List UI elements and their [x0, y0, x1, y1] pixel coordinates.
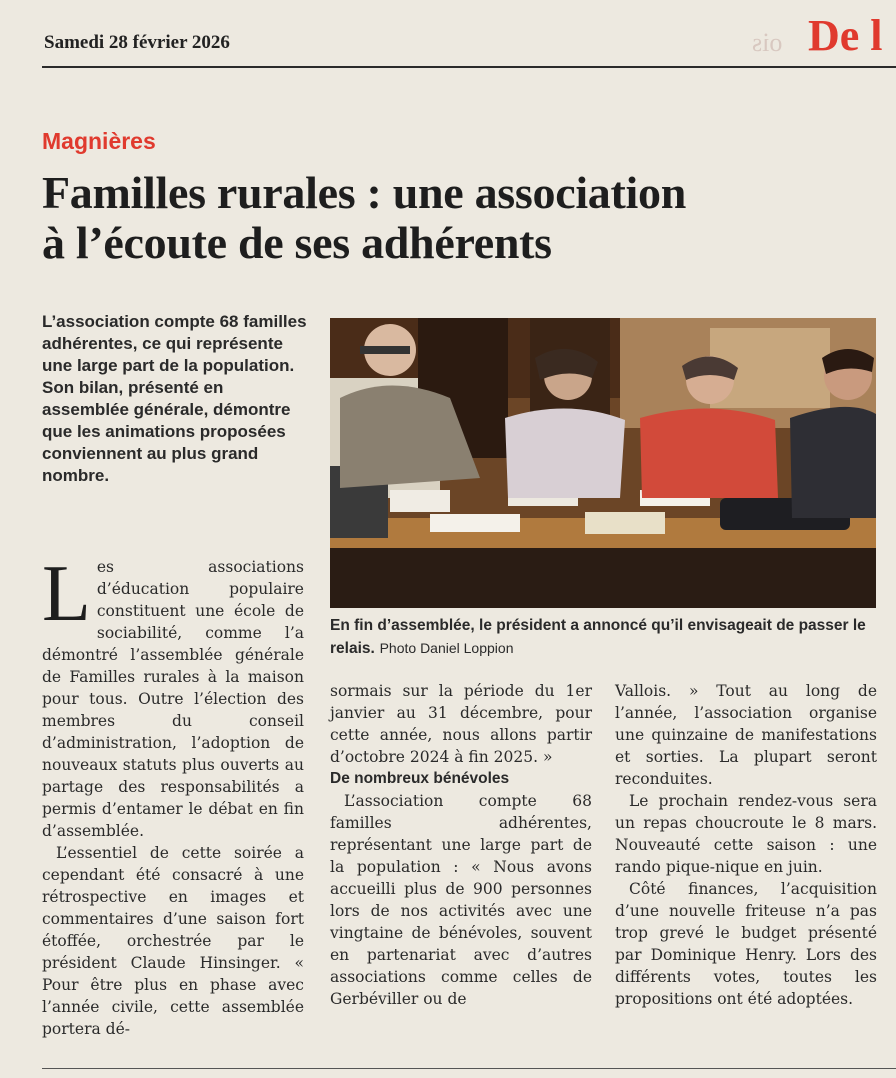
- issue-date: Samedi 28 février 2026: [44, 32, 230, 53]
- show-through-text: ois: [752, 28, 783, 57]
- body-paragraph: [42, 550, 304, 842]
- col2-paragraph-2: L’association compte 68 familles adhérentes, représentant une large part de la population : « Nous avons accueilli plus de 900 personnes lors de nos activités avec une vingtaine de bénévoles, souvent en partenariat avec d’autres associations comme celles de Gerbéviller ou de: [330, 792, 592, 1008]
- col3-paragraph-2: Le prochain rendez-vous sera un repas choucroute le 8 mars. Nouveauté cette saison : une rando pique-nique en juin.: [615, 792, 877, 876]
- section-header: De l: [808, 11, 883, 60]
- drop-cap: L: [42, 550, 91, 638]
- col3-paragraph-3: Côté finances, l’acquisition d’une nouvelle friteuse n’a pas trop grevé le budget présenté par Dominique Henry. Lors des différents votes, toutes les propositions ont été adoptées.: [615, 880, 877, 1008]
- article-subheading: De nombreux bénévoles: [330, 770, 510, 787]
- article-headline: [42, 168, 892, 268]
- col1-paragraph-1: es associations d’éducation populaire constituent une école de sociabilité, comme l’a démontré l’assemblée générale de Familles rurales à la maison pour tous. Outre l’élection des membres du conseil d’administration, l’adoption de nouveaux statuts plus ouverts au partage des responsabilités a permis d’entamer le débat en fin d’assemblée.: [42, 558, 304, 840]
- headline-line-1: Familles rurales : une association: [42, 167, 686, 218]
- article-kicker: Magnières: [42, 128, 156, 154]
- article-photo: [330, 318, 876, 608]
- col2-paragraph-1: sormais sur la période du 1er janvier au 31 décembre, pour cette année, nous allons partir d’octobre 2024 à fin 2025. »: [330, 682, 592, 766]
- footer-rule: [42, 1068, 896, 1069]
- header-rule: [42, 66, 896, 68]
- article-column-2: [330, 680, 592, 1010]
- caption-text: En fin d’assemblée, le président a annoncé qu’il envisageait de passer le relais.: [330, 617, 866, 657]
- article-lede: L’association compte 68 familles adhérentes, ce qui représente une large part de la population. Son bilan, présenté en assemblée générale, démontre que les animations proposées conviennent au plus grand nombre.: [42, 312, 307, 485]
- photo-meeting-illustration: [330, 318, 876, 608]
- headline-line-2: à l’écoute de ses adhérents: [42, 217, 552, 268]
- photo-caption: [330, 614, 878, 660]
- article-column-1: [42, 550, 304, 1040]
- col1-paragraph-2: L’essentiel de cette soirée a cependant été consacré à une rétrospective en images et commentaires d’une saison fort étoffée, orchestrée par le président Claude Hinsinger. « Pour être plus en phase avec l’année civile, cette assemblée portera dé-: [42, 844, 304, 1038]
- photo-credit: Photo Daniel Loppion: [379, 640, 514, 656]
- article-column-3: [615, 680, 877, 1010]
- col3-paragraph-1: Vallois. » Tout au long de l’année, l’association organise une quinzaine de manifestations et sorties. La plupart seront reconduites.: [615, 682, 877, 788]
